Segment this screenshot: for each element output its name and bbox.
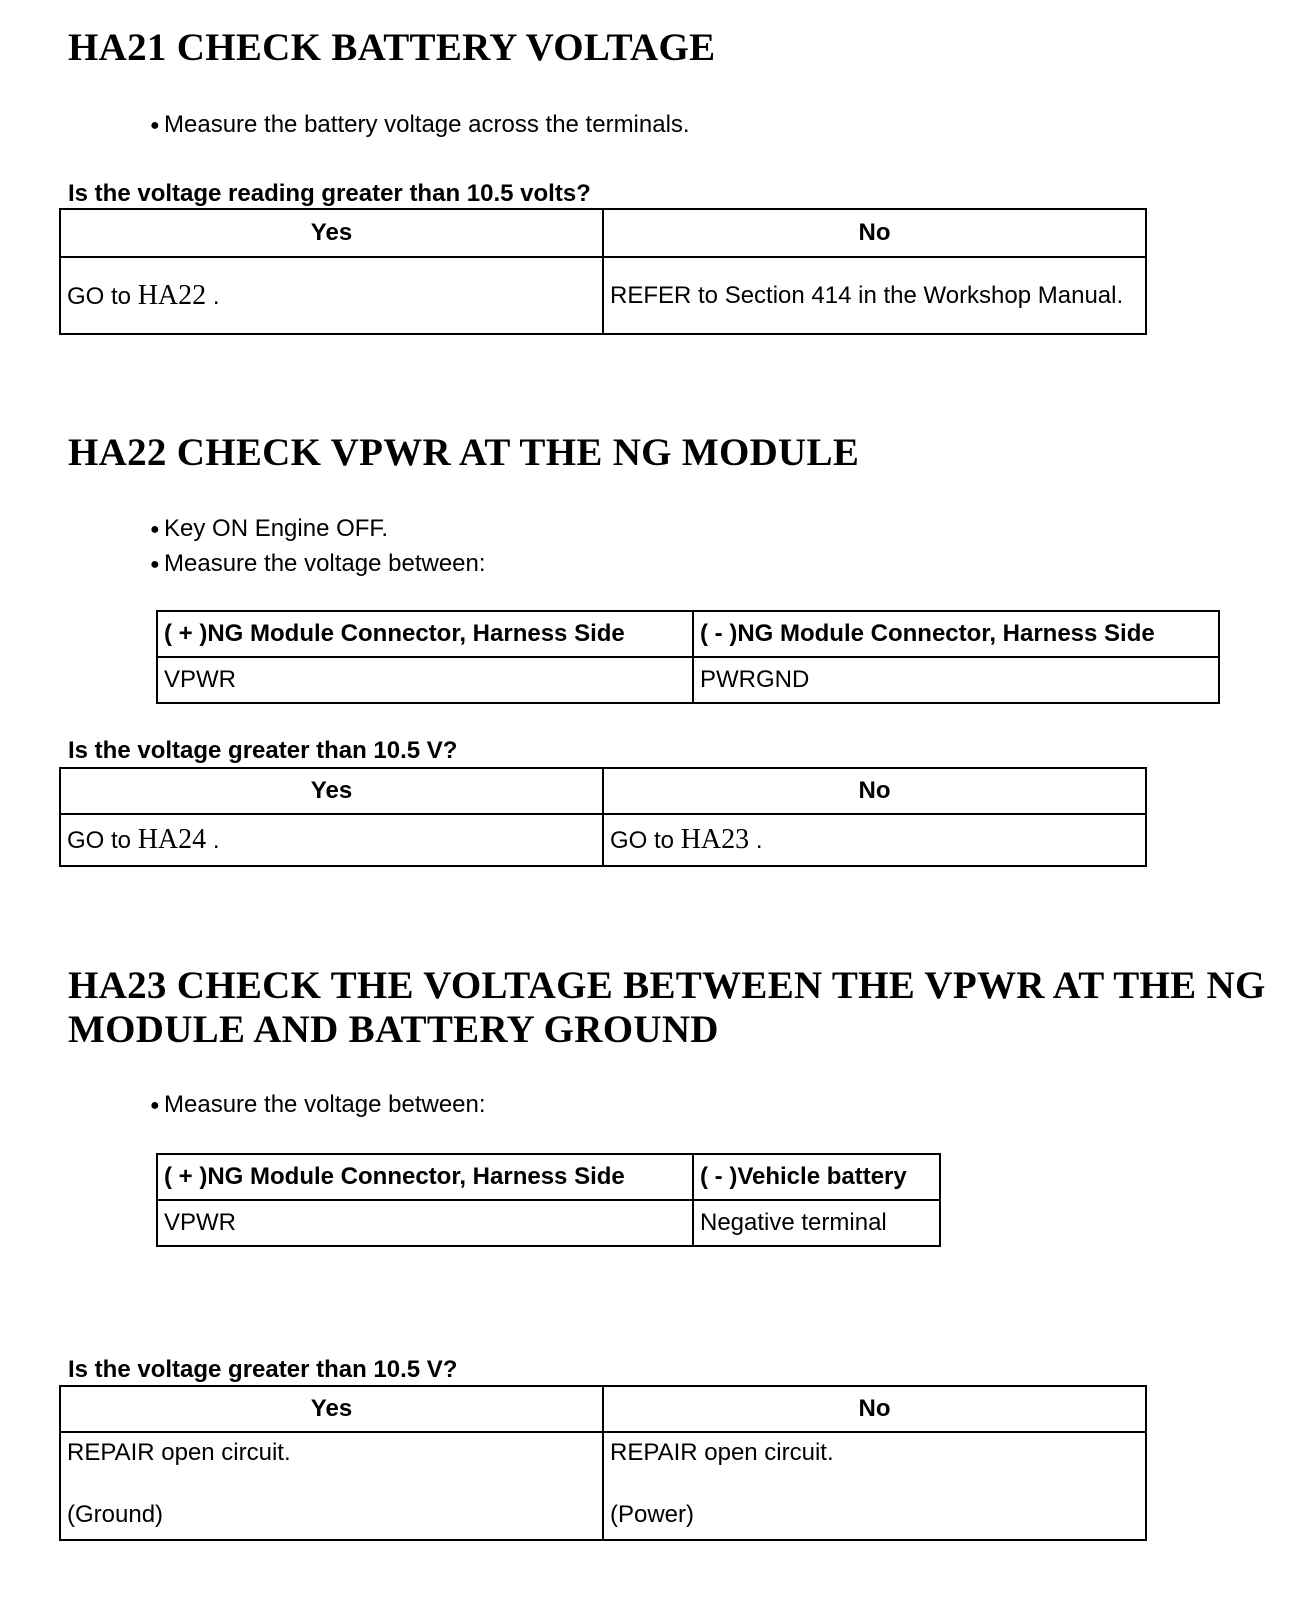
bullet-icon: ● (150, 117, 160, 134)
bullet-icon: ● (150, 556, 160, 573)
bullet-list (150, 108, 690, 143)
positive-cell: VPWR (157, 1200, 693, 1246)
negative-cell: PWRGND (693, 657, 1219, 703)
yes-header: Yes (60, 209, 603, 257)
link-ha24[interactable]: HA24 (137, 824, 207, 855)
positive-header: ( + )NG Module Connector, Harness Side (157, 1154, 693, 1200)
question-text: Is the voltage greater than 10.5 V? (68, 737, 458, 764)
measure-table-ha23 (156, 1153, 941, 1247)
section-title-ha22: HA22 CHECK VPWR AT THE NG MODULE (68, 431, 860, 474)
no-header: No (603, 209, 1146, 257)
bullet-item: ● Measure the voltage between: (150, 1088, 486, 1123)
positive-cell: VPWR (157, 657, 693, 703)
bullet-item: ● Measure the voltage between: (150, 547, 486, 582)
table-row (157, 1200, 940, 1246)
table-header-row (60, 1386, 1146, 1432)
table-header-row (157, 1154, 940, 1200)
table-header-row (60, 209, 1146, 257)
bullet-icon: ● (150, 521, 160, 538)
section-title-ha23 (68, 964, 1266, 1052)
table-header-row (157, 611, 1219, 657)
result-table-ha21 (59, 208, 1147, 335)
bullet-icon: ● (150, 1097, 160, 1114)
question-text: Is the voltage reading greater than 10.5 volts? (68, 180, 591, 207)
negative-cell: Negative terminal (693, 1200, 940, 1246)
no-header: No (603, 1386, 1146, 1432)
table-row (60, 814, 1146, 866)
table-row (157, 657, 1219, 703)
bullet-list (150, 512, 486, 582)
yes-cell: GO to HA24 . (60, 814, 603, 866)
no-header: No (603, 768, 1146, 814)
bullet-item: ● Measure the battery voltage across the terminals. (150, 108, 690, 143)
section-title-ha21: HA21 CHECK BATTERY VOLTAGE (68, 26, 716, 69)
measure-table-ha22 (156, 610, 1220, 704)
link-ha23[interactable]: HA23 (680, 824, 750, 855)
table-header-row (60, 768, 1146, 814)
yes-header: Yes (60, 1386, 603, 1432)
bullet-list (150, 1088, 486, 1123)
no-cell: GO to HA23 . (603, 814, 1146, 866)
bullet-item: ● Key ON Engine OFF. (150, 512, 486, 547)
no-cell: REFER to Section 414 in the Workshop Manual. (603, 257, 1146, 334)
yes-cell: GO to HA22 . (60, 257, 603, 334)
yes-header: Yes (60, 768, 603, 814)
no-cell: REPAIR open circuit. (Power) (603, 1432, 1146, 1540)
negative-header: ( - )NG Module Connector, Harness Side (693, 611, 1219, 657)
table-row (60, 257, 1146, 334)
table-row (60, 1432, 1146, 1540)
section-title-line: HA23 CHECK THE VOLTAGE BETWEEN THE VPWR AT THE NG (68, 964, 1266, 1007)
question-text: Is the voltage greater than 10.5 V? (68, 1356, 458, 1383)
yes-cell: REPAIR open circuit. (Ground) (60, 1432, 603, 1540)
link-ha22[interactable]: HA22 (137, 279, 207, 311)
result-table-ha22 (59, 767, 1147, 867)
section-title-line: MODULE AND BATTERY GROUND (68, 1008, 719, 1051)
positive-header: ( + )NG Module Connector, Harness Side (157, 611, 693, 657)
result-table-ha23 (59, 1385, 1147, 1541)
negative-header: ( - )Vehicle battery (693, 1154, 940, 1200)
